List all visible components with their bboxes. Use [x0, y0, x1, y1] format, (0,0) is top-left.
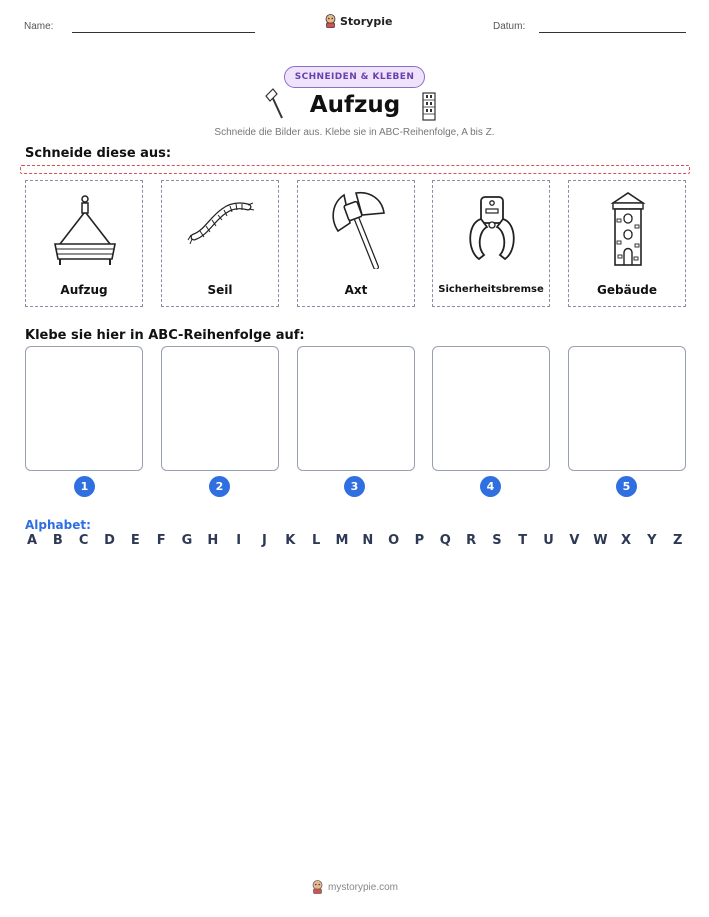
paste-slot-1[interactable]	[25, 346, 143, 471]
slot-number-4: 4	[480, 476, 501, 497]
paste-slot-4[interactable]	[432, 346, 550, 471]
paste-heading: Klebe sie hier in ABC-Reihenfolge auf:	[25, 328, 305, 343]
storypie-mascot-icon	[311, 880, 324, 894]
title-tower-icon	[420, 91, 438, 121]
alphabet-letter: O	[388, 533, 400, 548]
alphabet-letter: R	[466, 533, 477, 548]
alphabet-letter: P	[414, 533, 425, 548]
alphabet-letter: K	[285, 533, 296, 548]
alphabet-letter: V	[569, 533, 580, 548]
alphabet-letter: U	[543, 533, 554, 548]
alphabet-letter: G	[181, 533, 193, 548]
alphabet-letter: C	[78, 533, 89, 548]
slot-number-1: 1	[74, 476, 95, 497]
alphabet-letter: L	[311, 533, 321, 548]
alphabet-letter: H	[207, 533, 219, 548]
paste-slot-5[interactable]	[568, 346, 686, 471]
alphabet-letter: B	[52, 533, 63, 548]
slot-number-2: 2	[209, 476, 230, 497]
alphabet-letter: D	[104, 533, 115, 548]
date-label: Datum:	[493, 21, 526, 32]
alphabet-letter: N	[362, 533, 374, 548]
axe-icon	[322, 189, 392, 269]
alphabet-letter: W	[593, 533, 608, 548]
brand-logo	[324, 14, 392, 28]
date-line	[539, 32, 686, 33]
alphabet-letter: E	[130, 533, 140, 548]
alphabet-letter: Y	[647, 533, 657, 548]
card-label: Aufzug	[60, 283, 108, 297]
rope-icon	[186, 189, 256, 269]
storypie-mascot-icon	[324, 14, 337, 28]
alphabet-letter: I	[236, 533, 242, 548]
card-label: Seil	[207, 283, 233, 297]
slot-number-5: 5	[616, 476, 637, 497]
alphabet-title: Alphabet:	[25, 518, 91, 532]
elevator-platform-icon	[50, 189, 120, 269]
footer	[0, 880, 709, 894]
card-label: Sicherheitsbremse	[438, 284, 544, 295]
name-line	[72, 32, 255, 33]
alphabet-letter: J	[262, 533, 267, 548]
paste-slot-3[interactable]	[297, 346, 415, 471]
cut-line	[20, 165, 690, 174]
tower-building-icon	[593, 189, 663, 269]
alphabet-letter: X	[621, 533, 632, 548]
alphabet-letter: Z	[672, 533, 683, 548]
name-label: Name:	[24, 21, 54, 32]
card-label: Axt	[344, 283, 368, 297]
cut-card-3[interactable]	[297, 180, 415, 307]
cut-card-2[interactable]	[161, 180, 279, 307]
cut-card-1[interactable]	[25, 180, 143, 307]
cut-heading: Schneide diese aus:	[25, 146, 172, 161]
alphabet-letter: F	[156, 533, 166, 548]
title-axe-icon	[264, 88, 288, 120]
slot-number-3: 3	[344, 476, 365, 497]
paste-slot-2[interactable]	[161, 346, 279, 471]
alphabet-letter: A	[26, 533, 38, 548]
alphabet-letter: T	[518, 533, 528, 548]
alphabet-letter: Q	[439, 533, 451, 548]
alphabet-letter: S	[492, 533, 502, 548]
cut-card-5[interactable]	[568, 180, 686, 307]
safety-brake-icon	[457, 189, 527, 269]
cut-card-4[interactable]	[432, 180, 550, 307]
activity-badge: SCHNEIDEN & KLEBEN	[284, 66, 425, 88]
alphabet-letter: M	[335, 533, 349, 548]
card-label: Gebäude	[597, 283, 657, 297]
brand-name: Storypie	[340, 14, 393, 28]
footer-url[interactable]: mystorypie.com	[327, 881, 398, 893]
page-title: Aufzug	[309, 92, 401, 118]
instructions: Schneide die Bilder aus. Klebe sie in ABC-Reihenfolge, A bis Z.	[214, 127, 495, 138]
alphabet-row	[25, 533, 685, 548]
